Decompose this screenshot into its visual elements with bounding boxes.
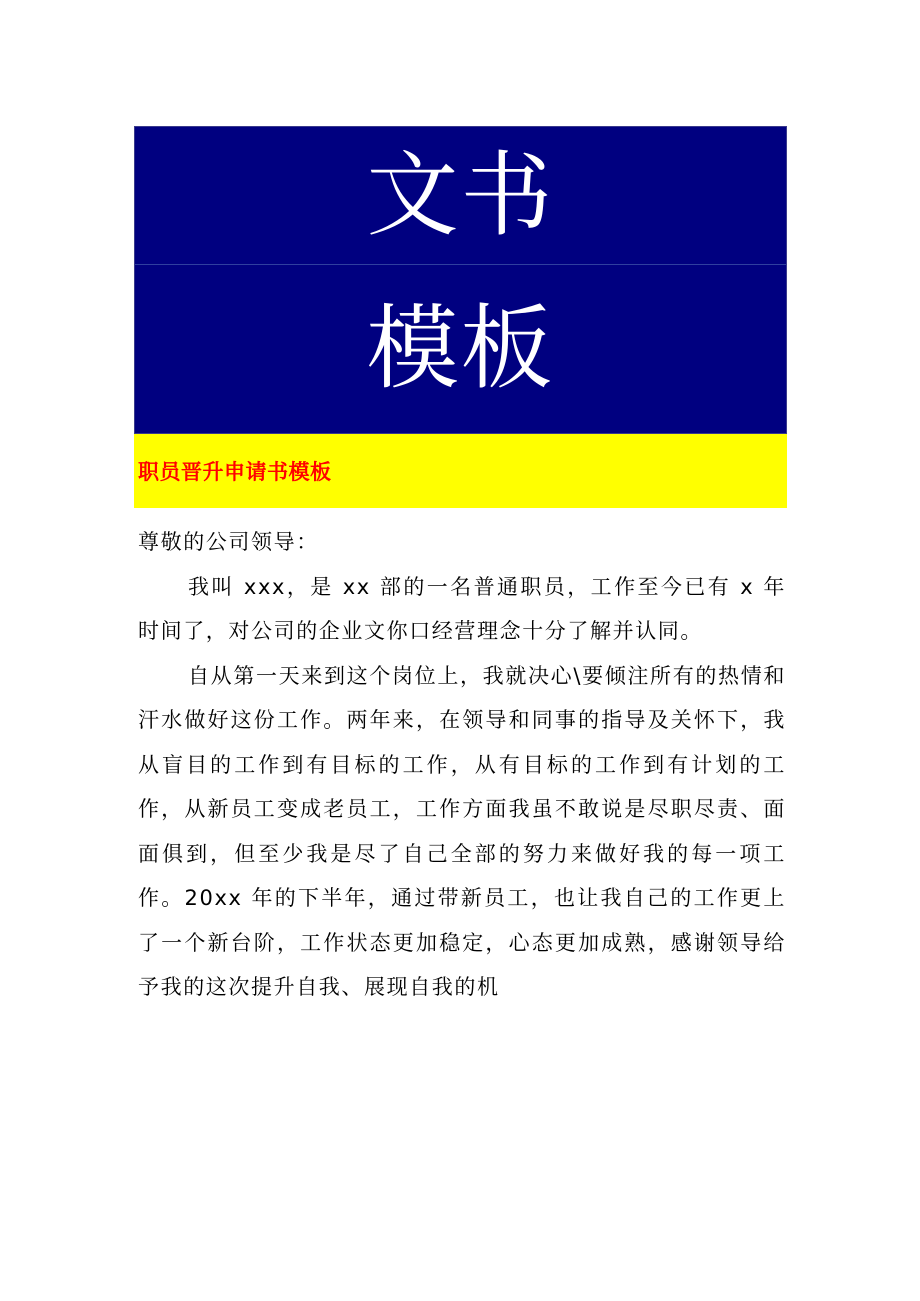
document-subtitle: 职员晋升申请书模板 [138,460,332,484]
title-banner [134,126,787,434]
letter-body [138,520,786,1010]
banner-title-line-2: 模板 [366,295,555,402]
banner-title-line-1: 文书 [135,127,786,265]
subtitle-bar [134,434,787,508]
letter-paragraph: 我叫 xxx，是 xx 部的一名普通职员，工作至今已有 x 年时间了，对公司的企业文你口经营理念十分了解并认同。 [138,574,786,643]
letter-paragraph: 自从第一天来到这个岗位上，我就决心\要倾注所有的热情和汗水做好这份工作。两年来，在领导和同事的指导及关怀下，我从盲目的工作到有目标的工作，从有目标的工作到有计划的工作，从新员工变成老员工，工作方面我虽不敢说是尽职尽责、面面俱到，但至少我是尽了自己全部的努力来做好我的每一项工作。20xx 年的下半年，通过带新员工，也让我自己的工作更上了一个新台阶，工作状态更加稳定，心态更加成熟，感谢领导给予我的这次提升自我、展现自我的机 [138,663,786,999]
letter-salutation: 尊敬的公司领导： [138,530,319,554]
